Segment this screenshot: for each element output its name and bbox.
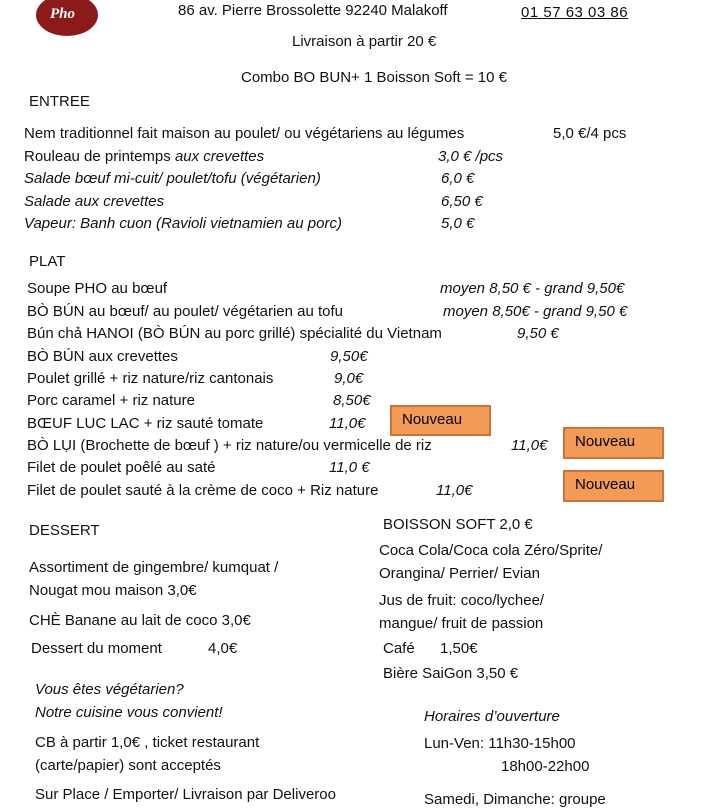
dessert-item-price: 4,0€ <box>208 640 238 657</box>
boisson-item: Jus de fruit: coco/lychee/ <box>379 592 545 609</box>
plat-item-name: Bún chả HANOI (BÒ BÚN au porc grillé) spécialité du Vietnam <box>27 325 442 342</box>
dessert-item: Assortiment de gingembre/ kumquat / <box>29 559 279 576</box>
address: 86 av. Pierre Brossolette 92240 Malakoff <box>178 2 448 19</box>
plat-item-name: Filet de poulet sauté à la crème de coco + Riz nature <box>27 482 379 499</box>
entree-item-name: Salade bœuf mi-cuit/ poulet/tofu (végétarien) <box>24 170 321 187</box>
new-badge: Nouveau <box>563 470 664 502</box>
service-modes: Sur Place / Emporter/ Livraison par Deliveroo <box>35 786 336 803</box>
plat-item-price: 8,50€ <box>333 392 371 409</box>
dessert-item: Nougat mou maison 3,0€ <box>29 582 197 599</box>
plat-item-name: Filet de poulet poêlé au saté <box>27 459 216 476</box>
plat-item-price: 11,0€ <box>511 437 548 454</box>
plat-item-name: BÒ BÚN au bœuf/ au poulet/ végétarien au tofu <box>27 303 344 320</box>
plat-item-price: 11,0€ <box>329 415 366 432</box>
plat-item-price: 9,0€ <box>334 370 364 387</box>
plat-item-name: Soupe PHO au bœuf <box>27 280 168 297</box>
boisson-item: Bière SaiGon 3,50 € <box>383 665 519 682</box>
plat-item-name: BÒ BÚN aux crevettes <box>27 348 178 365</box>
logo-side-mark <box>94 0 112 34</box>
hours-evening: 18h00-22h00 <box>501 758 590 775</box>
payment-info: (carte/papier) sont acceptés <box>35 757 221 774</box>
entree-item-price: 5,0 €/4 pcs <box>553 125 627 142</box>
entree-title: ENTREE <box>29 93 90 110</box>
entree-item-price: 5,0 € <box>441 215 475 232</box>
entree-item-price: 3,0 € /pcs <box>438 148 504 165</box>
restaurant-logo <box>36 0 116 42</box>
plat-item-name: Porc caramel + riz nature <box>27 392 195 409</box>
hours-title: Horaires d’ouverture <box>424 708 560 725</box>
dessert-title: DESSERT <box>29 522 100 539</box>
plat-item-price: 9,50€ <box>330 348 368 365</box>
payment-info: CB à partir 1,0€ , ticket restaurant <box>35 734 260 751</box>
new-badge: Nouveau <box>563 427 664 459</box>
plat-item-name: BÒ LỤI (Brochette de bœuf ) + riz nature/ou vermicelle de riz <box>27 437 432 454</box>
entree-item-name: Nem traditionnel fait maison au poulet/ ou végétariens au légumes <box>24 125 465 142</box>
plat-title: PLAT <box>29 253 66 270</box>
plat-item-price: moyen 8,50 € - grand 9,50€ <box>440 280 625 297</box>
hours-weekday: Lun-Ven: 11h30-15h00 <box>424 735 576 752</box>
dessert-item: CHÈ Banane au lait de coco 3,0€ <box>29 612 251 629</box>
combo-offer: Combo BO BUN+ 1 Boisson Soft = 10 € <box>241 69 507 86</box>
plat-item-price: 11,0 € <box>329 459 370 476</box>
phone-number[interactable]: 01 57 63 03 86 <box>521 4 629 21</box>
new-badge: Nouveau <box>390 405 491 436</box>
plat-item-name: BŒUF LUC LAC + riz sauté tomate <box>27 415 264 432</box>
boisson-item: Orangina/ Perrier/ Evian <box>379 565 540 582</box>
hours-weekend: Samedi, Dimanche: groupe <box>424 791 606 808</box>
boisson-title: BOISSON SOFT 2,0 € <box>383 516 533 533</box>
plat-item-name: Poulet grillé + riz nature/riz cantonais <box>27 370 274 387</box>
dessert-item-name: Dessert du moment <box>31 640 162 657</box>
logo-text: Pho <box>50 6 76 22</box>
vegetarian-note: Notre cuisine vous convient! <box>35 704 223 721</box>
entree-item-price: 6,50 € <box>441 193 483 210</box>
boisson-item-price: 1,50€ <box>440 640 478 657</box>
plat-item-price: 11,0€ <box>436 482 473 499</box>
plat-item-price: moyen 8,50€ - grand 9,50 € <box>443 303 628 320</box>
entree-item-name: Salade aux crevettes <box>24 193 165 210</box>
entree-item-name: Vapeur: Banh cuon (Ravioli vietnamien au porc) <box>24 215 342 232</box>
plat-item-price: 9,50 € <box>517 325 559 342</box>
entree-item-name: Rouleau de printemps aux crevettes <box>24 148 265 165</box>
entree-item-price: 6,0 € <box>441 170 475 187</box>
boisson-item: Coca Cola/Coca cola Zéro/Sprite/ <box>379 542 603 559</box>
boisson-item-name: Café <box>383 640 415 657</box>
boisson-item: mangue/ fruit de passion <box>379 615 544 632</box>
delivery-info: Livraison à partir 20 € <box>292 33 437 50</box>
vegetarian-note: Vous êtes végétarien? <box>35 681 184 698</box>
